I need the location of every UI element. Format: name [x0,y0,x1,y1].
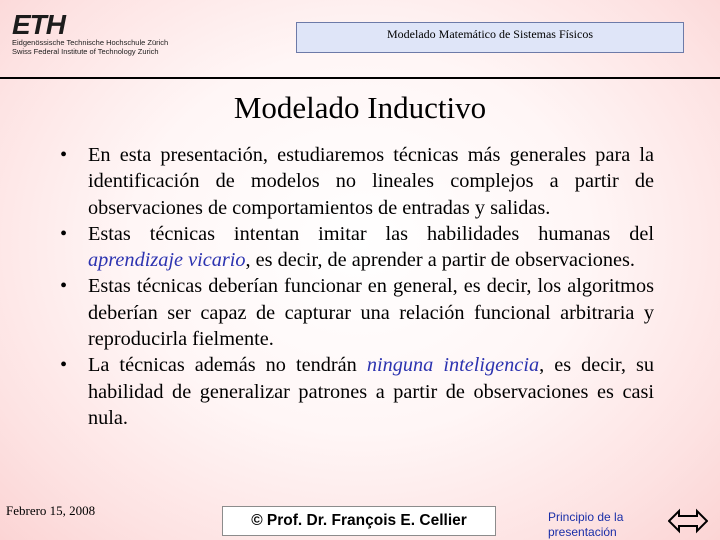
bullet-text: Estas técnicas deberían funcionar en general, es decir, los algoritmos deberían ser capaz de capturar una relación funcional arbitraria y reproducirla fielmente. [88,275,654,351]
bullet-marker: • [60,144,68,166]
eth-logo [12,9,212,56]
bullet-marker: • [60,222,68,245]
bullet-marker: • [60,354,68,377]
bullet-text-after: , es decir, su habilidad de generalizar patrones a partir de observaciones es casi nula. [88,354,655,429]
course-title: Modelado Matemático de Sistemas Físicos [387,27,593,41]
footer-date: Febrero 15, 2008 [6,503,96,518]
bullet-text: En esta presentación, estudiaremos técnicas más generales para la identificación de modelos no lineales complejos a partir de observaciones de comportamientos de entradas y salidas. [88,144,654,219]
bullet-marker: • [60,275,68,298]
eth-logo-line-1: Eidgenössische Technische Hochschule Zürich [12,38,169,47]
slide-title: Modelado Inductivo [233,90,487,125]
bullet-item [60,352,654,431]
bullet-item [60,142,654,221]
bullet-text-before: Estas técnicas intentan imitar las habilidades humanas del [88,222,654,245]
course-title-box [296,22,684,53]
eth-logo-mark: ETH [12,9,65,40]
bullet-text-before: La técnicas además no tendrán [88,354,367,377]
bullet-list [60,142,654,431]
eth-logo-line-2: Swiss Federal Institute of Technology Zurich [12,47,159,56]
start-of-presentation-link[interactable]: Principio de la presentación [548,510,624,539]
bullet-emphasis: ninguna inteligencia [366,354,540,377]
bullet-item [60,273,654,352]
bullet-emphasis: aprendizaje vicario [88,249,246,272]
bullet-item [60,221,654,274]
bullet-text-after: , es decir, de aprender a partir de observaciones. [245,249,635,272]
double-arrow-icon[interactable] [668,508,708,534]
author-box [222,506,496,536]
header-divider [0,77,720,79]
author-credit: © Prof. Dr. François E. Cellier [251,512,467,529]
